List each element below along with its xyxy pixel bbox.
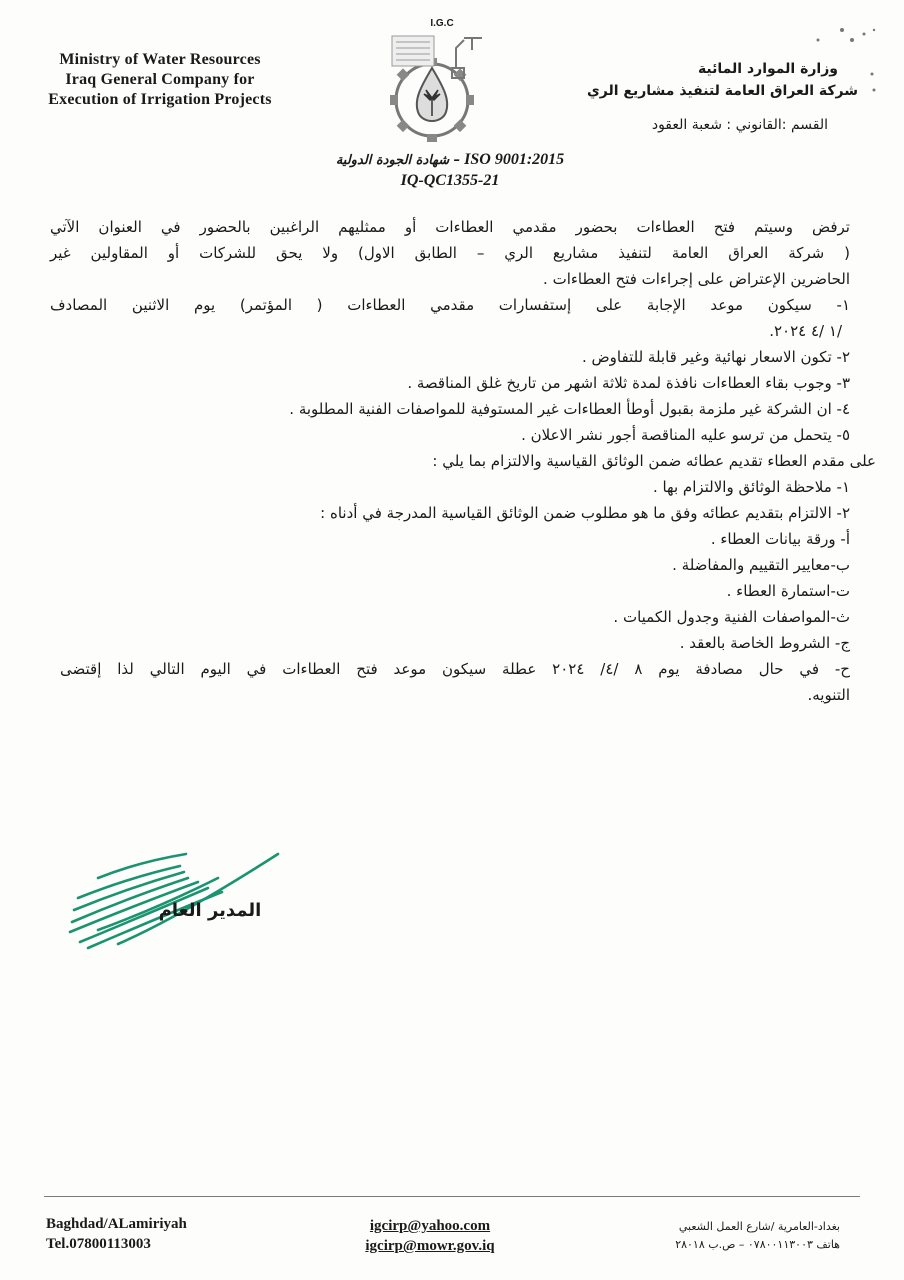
condition-item: ٥- يتحمل من ترسو عليه المناقصة أجور نشر الاعلان . — [521, 426, 850, 444]
obligations-heading: على مقدم العطاء تقديم عطائه ضمن الوثائق القياسية والالتزام بما يلي : — [432, 452, 876, 470]
condition-item: ٣- وجوب بقاء العطاءات نافذة لمدة ثلاثة اشهر من تاريخ غلق المناقصة . — [407, 374, 850, 392]
document-sub-item: أ- ورقة بيانات العطاء . — [710, 530, 850, 548]
logo-label: I.G.C — [430, 18, 454, 29]
ministry-name-ar: وزارة الموارد المائية — [697, 61, 838, 77]
footer-phone-en: Tel.07800113003 — [46, 1236, 151, 1252]
iso-certificate-line — [300, 150, 600, 171]
intro-line: الحاضرين الإعتراض على إجراءات فتح العطاءات . — [543, 270, 850, 288]
iso-standard: ISO 9001:2015 — [464, 151, 565, 168]
header-english-block — [30, 50, 290, 110]
obligation-item: ٢- الالتزام بتقديم عطائه وفق ما هو مطلوب ضمن الوثائق القياسية المدرجة في أدناه : — [320, 504, 850, 522]
email-link-mowr[interactable]: igcirp@mowr.gov.iq — [365, 1238, 495, 1254]
general-director-title: المدير العام — [158, 900, 262, 921]
condition-item: ١- سيكون موعد الإجابة على إستفسارات مقدمي العطاءات ( المؤتمر) يوم الاثنين المصادف — [50, 296, 850, 314]
document-sub-item: ث-المواصفات الفنية وجدول الكميات . — [613, 608, 850, 626]
document-sub-item-continuation: التنويه. — [807, 686, 850, 704]
footer-phone-ar: هاتف ٠٧٨٠٠١١٣٠٠٣ – ص.ب ٢٨٠١٨ — [675, 1238, 840, 1251]
company-name-en-line1: Iraq General Company for — [65, 71, 255, 88]
header-arabic-block — [528, 58, 858, 136]
condition-item: ٤- ان الشركة غير ملزمة بقبول أوطأ العطاءات غير المستوفية للمواصفات الفنية المطلوبة . — [289, 400, 850, 418]
iso-arabic-label: شهادة الجودة الدولية – — [335, 153, 461, 168]
department-ar: القسم :القانوني : شعبة العقود — [651, 117, 828, 133]
footer-contact-en — [46, 1214, 266, 1254]
company-name-en-line2: Execution of Irrigation Projects — [48, 91, 272, 108]
obligation-item: ١- ملاحظة الوثائق والالتزام بها . — [652, 478, 850, 496]
document-sub-item: ت-استمارة العطاء . — [726, 582, 850, 600]
footer-address-ar: بغداد-العامرية /شارع العمل الشعبي — [678, 1220, 840, 1233]
footer-contact-ar — [580, 1218, 840, 1254]
footer-divider — [44, 1196, 860, 1197]
condition-item: ٢- تكون الاسعار نهائية وغير قابلة للتفاوض . — [582, 348, 850, 366]
email-link-yahoo[interactable]: igcirp@yahoo.com — [369, 1218, 491, 1234]
iso-code: IQ-QC1355-21 — [400, 172, 500, 189]
intro-line: ترفض وسيتم فتح العطاءات بحضور مقدمي العطاءات أو ممثليهم الراغبين بالحضور في العنوان الآتي — [50, 218, 850, 236]
letter-body — [50, 214, 876, 708]
document-sub-item: ب-معايير التقييم والمفاضلة . — [672, 556, 850, 574]
document-sub-item: ح- في حال مصادفة يوم ٨ /٤/ ٢٠٢٤ عطلة سيكون موعد فتح العطاءات في اليوم التالي لذا إقتضى — [60, 660, 850, 678]
condition-item-continuation: /١ /٤ ٢٠٢٤. — [769, 322, 842, 340]
footer-address-en: Baghdad/ALamiriyah — [46, 1216, 187, 1232]
company-logo — [372, 28, 512, 146]
footer-emails — [330, 1216, 530, 1256]
company-name-ar: شركة العراق العامة لتنفيذ مشاريع الري — [586, 83, 858, 99]
ministry-name-en: Ministry of Water Resources — [59, 51, 261, 68]
document-sub-item: ج- الشروط الخاصة بالعقد . — [679, 634, 850, 652]
intro-line: ( شركة العراق العامة لتنفيذ مشاريع الري – الطابق الاول) ولا يحق للشركات أو المقاولين غير — [50, 244, 850, 262]
